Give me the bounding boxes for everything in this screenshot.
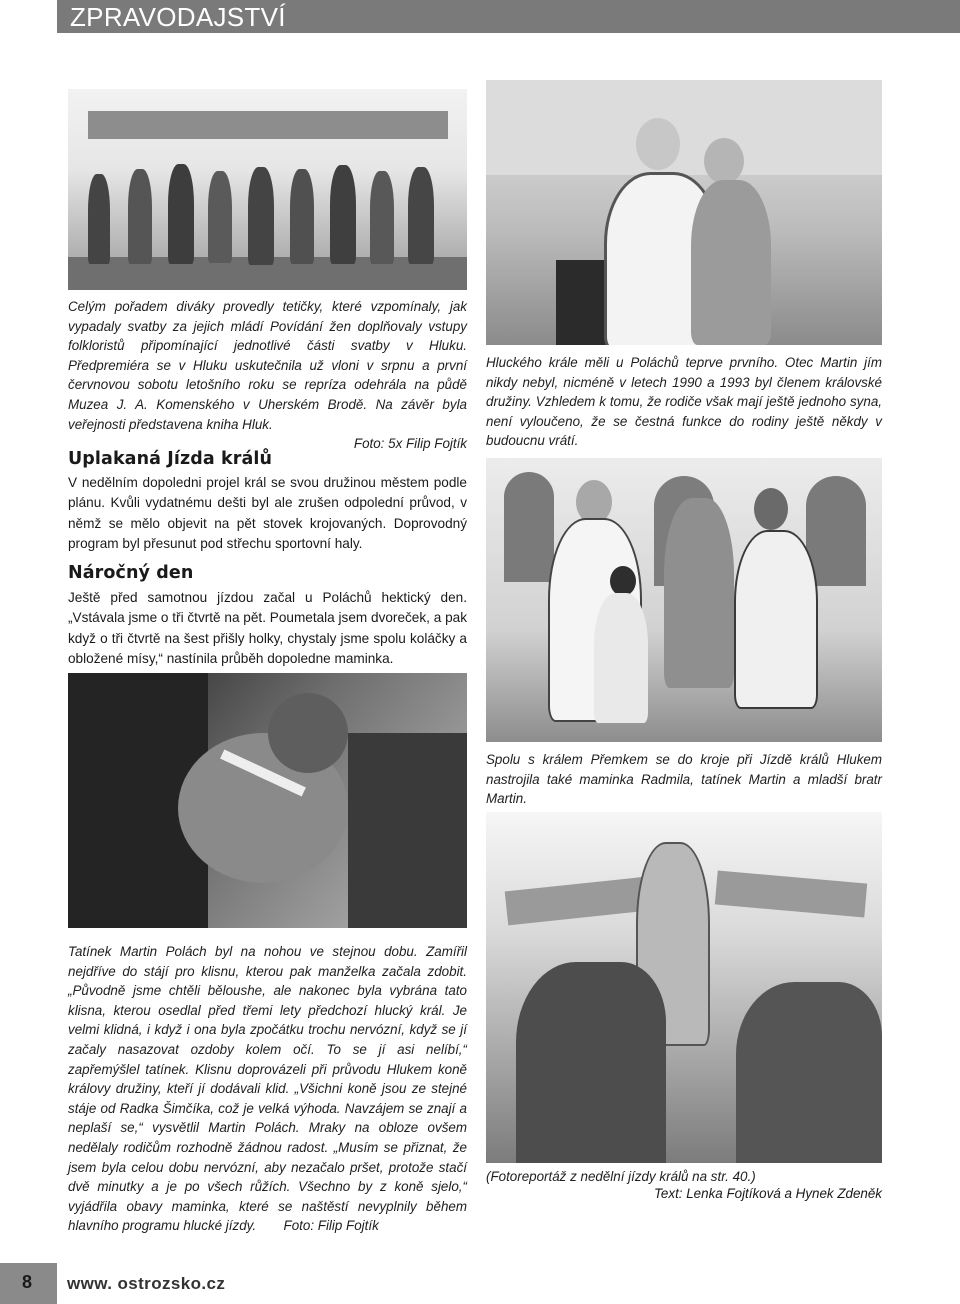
paragraph-uplakana-jizda: V nedělním dopoledni projel král se svou družinou městem podle plánu. Kvůli vydatnému dešti byl ale zrušen odpolední průvod, v němž se mělo objevit na pět stovek krojovaných. Doprovodný program byl přesunut pod střechu sportovní haly. [68,475,467,551]
photo-king-and-brother [486,80,882,345]
photo-credit-horse: Foto: Filip Fojtík [283,1218,379,1234]
section-header [57,0,960,33]
photo-family-portrait [486,458,882,742]
photo-caption-king: Hluckého krále měli u Poláchů teprve prvního. Otec Martin jím nikdy nebyl, nicméně v letech 1990 a 1993 byl členem královské družiny. Vzhledem k tomu, že rodiče však mají ještě jednoho syna, není vyloučeno, že se čestná funkce do rodiny ještě někdy v budoucnu vrátí. [486,355,882,449]
photo-horse-decoration [68,673,467,928]
photoreport-note: (Fotoreportáž z nedělní jízdy králů na str. 40.) [486,1169,756,1184]
photo-caption-horse [68,942,467,1236]
caption-horse-text: Tatínek Martin Polách byl na nohou ve stejnou dobu. Zamířil nejdříve do stájí pro klisnu, kterou pak manželka začala zdobit. „Původně jsme chtěli běloushe, ale nakonec byla vybrána tato klisna, kterou osedlal před třemi lety předchozí hlucký král. Je velmi klidná, i když i ona byla zpočátku trochu nervózní, když se jí začaly nasazovat ozdoby kolem očí. To se jí asi nelíbí,“ zapřemýšlel tatínek. Klisnu doprovázeli při průvodu Hlukem koně královy družiny, kteří jí dodávali klid. „Všichni koně jsou ze stejné stáje od Radka Šimčíka, což je velká výhoda. Navzájem se znají a neplaší se,“ vysvětlil Martin Polách. Mraky na obloze ovšem nedělaly rodičům rozhodně žádnou radost. „Musím se přiznat, že jsem byla celou dobu nervózní, aby nezačalo pršet, protože stačí dvě minutky a je po všech růžích. Všechno by z koně sjelo,“ vyjádřila obavy maminka, které se naštěstí nevyplnily během hlavního programu hlucké jízdy. [68,944,467,1234]
photo-decorated-horses [486,812,882,1163]
heading-uplakana-jizda: Uplakaná Jízda králů [68,449,273,469]
page-number: 8 [22,1272,33,1292]
photo-credit: Foto: 5x Filip Fojtík [353,436,467,452]
photo-caption-stage [68,297,467,454]
section-title: ZPRAVODAJSTVÍ [70,2,286,32]
photo-caption-family: Spolu s králem Přemkem se do kroje při Jízdě králů Hlukem nastrojila také maminka Radmila, tatínek Martin a mladší bratr Martin. [486,752,882,807]
footer-website: www. ostrozsko.cz [67,1274,226,1293]
caption-stage-text: Celým pořadem diváky provedly tetičky, které vzpomínaly, jak vypadaly svatby za jejich mládí Povídání žen doplňovaly vstupy folkloristů připomínající jednotlivé části svatby v Hluku. Předpremiéra se v Hluku uskutečnila už vloni v srpnu a první červnovou sobotu letošního roku se repríza odehrála na půdě Muzea J. A. Komenského v Uherském Brodě. Na závěr byla veřejnosti představena kniha Hluk. [68,299,467,432]
article-authors: Text: Lenka Fojtíková a Hynek Zdeněk [653,1186,882,1201]
photo-stage-dancers [68,89,467,290]
paragraph-narocny-den: Ještě před samotnou jízdou začal u Poláchů hektický den. „Vstávala jsme o tři čtvrtě na pět. Poumetala jsem dvoreček, a pak když o tři čtvrtě na šest přišly holky, chystaly jsme spolu koláčky a obložené mísy,“ nastínila průběh dopoledne maminka. [68,590,467,666]
heading-narocny-den: Náročný den [68,563,194,583]
